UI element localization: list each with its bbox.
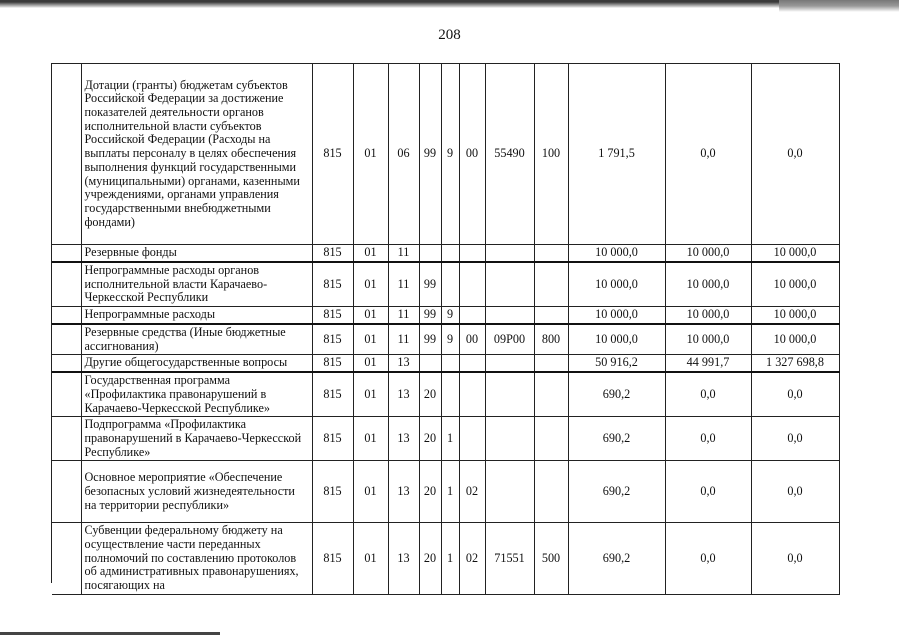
code-cell-2: 11	[388, 245, 419, 262]
code-cell-0: 815	[312, 324, 353, 355]
code-cell-6	[485, 245, 534, 262]
code-cell-9: 0,0	[665, 372, 751, 417]
code-cell-1: 01	[353, 461, 388, 523]
code-cell-8: 10 000,0	[568, 245, 665, 262]
index-cell	[52, 324, 81, 355]
code-cell-6	[485, 355, 534, 372]
code-cell-4: 9	[441, 307, 459, 324]
code-cell-10: 1 327 698,8	[751, 355, 839, 372]
code-cell-0: 815	[312, 461, 353, 523]
code-cell-1: 01	[353, 355, 388, 372]
budget-table-frame	[51, 63, 840, 593]
code-cell-1: 01	[353, 307, 388, 324]
row-name-cell: Дотации (гранты) бюджетам субъектов Российской Федерации за достижение показателей деятельности органов исполнительной власти субъектов Российской Федерации (Расходы на выплаты персоналу в целях обеспечения выполнения функций государственными (муниципальными) органами, казенными учреждениями, органами управления государственными внебюджетными фондами)	[81, 64, 312, 245]
code-cell-8: 10 000,0	[568, 262, 665, 307]
budget-table	[52, 63, 840, 595]
code-cell-0: 815	[312, 417, 353, 461]
code-cell-0: 815	[312, 355, 353, 372]
code-cell-2: 06	[388, 64, 419, 245]
code-cell-2: 11	[388, 262, 419, 307]
code-cell-1: 01	[353, 262, 388, 307]
code-cell-3: 99	[419, 324, 441, 355]
code-cell-5	[459, 417, 485, 461]
code-cell-10: 0,0	[751, 64, 839, 245]
row-name-cell: Основное мероприятие «Обеспечение безопасных условий жизнедеятельности на территории республики»	[81, 461, 312, 523]
row-name-cell: Государственная программа «Профилактика правонарушений в Карачаево-Черкесской Республике»	[81, 372, 312, 417]
code-cell-8: 690,2	[568, 372, 665, 417]
row-name-cell: Подпрограмма «Профилактика правонарушений в Карачаево-Черкесской Республике»	[81, 417, 312, 461]
table-row	[52, 262, 839, 307]
code-cell-10: 10 000,0	[751, 245, 839, 262]
code-cell-3: 99	[419, 307, 441, 324]
code-cell-2: 11	[388, 307, 419, 324]
code-cell-7	[534, 372, 568, 417]
code-cell-3: 99	[419, 64, 441, 245]
code-cell-9: 10 000,0	[665, 245, 751, 262]
code-cell-9: 10 000,0	[665, 324, 751, 355]
code-cell-8: 50 916,2	[568, 355, 665, 372]
code-cell-5	[459, 355, 485, 372]
code-cell-6	[485, 417, 534, 461]
page-number: 208	[438, 27, 461, 43]
code-cell-7: 100	[534, 64, 568, 245]
code-cell-7	[534, 262, 568, 307]
code-cell-9: 44 991,7	[665, 355, 751, 372]
code-cell-5	[459, 372, 485, 417]
code-cell-9: 0,0	[665, 461, 751, 523]
code-cell-2: 13	[388, 355, 419, 372]
code-cell-4: 1	[441, 523, 459, 595]
code-cell-10: 10 000,0	[751, 307, 839, 324]
code-cell-1: 01	[353, 324, 388, 355]
table-body	[52, 64, 839, 595]
code-cell-6: 09Р00	[485, 324, 534, 355]
code-cell-6: 71551	[485, 523, 534, 595]
index-cell	[52, 355, 81, 372]
index-cell	[52, 245, 81, 262]
code-cell-4: 1	[441, 417, 459, 461]
code-cell-6	[485, 262, 534, 307]
table-row	[52, 372, 839, 417]
row-name-cell: Непрограммные расходы	[81, 307, 312, 324]
code-cell-8: 1 791,5	[568, 64, 665, 245]
table-row	[52, 64, 839, 245]
code-cell-0: 815	[312, 245, 353, 262]
code-cell-10: 0,0	[751, 523, 839, 595]
code-cell-7	[534, 355, 568, 372]
code-cell-3	[419, 245, 441, 262]
code-cell-5: 00	[459, 324, 485, 355]
code-cell-10: 10 000,0	[751, 324, 839, 355]
code-cell-4	[441, 372, 459, 417]
row-name-cell: Резервные средства (Иные бюджетные ассигнования)	[81, 324, 312, 355]
code-cell-8: 690,2	[568, 417, 665, 461]
index-cell	[52, 64, 81, 245]
row-name-cell: Непрограммные расходы органов исполнительной власти Карачаево-Черкесской Республики	[81, 262, 312, 307]
code-cell-5: 02	[459, 523, 485, 595]
code-cell-2: 13	[388, 417, 419, 461]
code-cell-2: 11	[388, 324, 419, 355]
code-cell-7	[534, 307, 568, 324]
index-cell	[52, 307, 81, 324]
code-cell-7	[534, 461, 568, 523]
code-cell-1: 01	[353, 64, 388, 245]
code-cell-4	[441, 245, 459, 262]
index-cell	[52, 523, 81, 595]
code-cell-1: 01	[353, 523, 388, 595]
code-cell-0: 815	[312, 307, 353, 324]
code-cell-7	[534, 245, 568, 262]
code-cell-4	[441, 355, 459, 372]
code-cell-3: 20	[419, 461, 441, 523]
code-cell-5: 02	[459, 461, 485, 523]
index-cell	[52, 461, 81, 523]
table-row	[52, 245, 839, 262]
code-cell-10: 0,0	[751, 372, 839, 417]
row-name-cell: Другие общегосударственные вопросы	[81, 355, 312, 372]
code-cell-6: 55490	[485, 64, 534, 245]
code-cell-2: 13	[388, 461, 419, 523]
code-cell-1: 01	[353, 417, 388, 461]
code-cell-3: 20	[419, 523, 441, 595]
scan-top-edge-shadow	[779, 0, 899, 12]
code-cell-9: 0,0	[665, 64, 751, 245]
code-cell-9: 10 000,0	[665, 262, 751, 307]
code-cell-7: 800	[534, 324, 568, 355]
code-cell-0: 815	[312, 523, 353, 595]
code-cell-0: 815	[312, 372, 353, 417]
code-cell-8: 690,2	[568, 523, 665, 595]
code-cell-4: 9	[441, 64, 459, 245]
table-row	[52, 355, 839, 372]
code-cell-8: 10 000,0	[568, 307, 665, 324]
code-cell-4: 1	[441, 461, 459, 523]
code-cell-0: 815	[312, 262, 353, 307]
row-name-cell: Субвенции федеральному бюджету на осуществление части переданных полномочий по составлению протоколов об административных правонарушениях, посягающих на	[81, 523, 312, 595]
code-cell-4	[441, 262, 459, 307]
code-cell-5	[459, 307, 485, 324]
code-cell-9: 10 000,0	[665, 307, 751, 324]
code-cell-10: 0,0	[751, 461, 839, 523]
scan-bottom-edge	[0, 632, 220, 635]
code-cell-3	[419, 355, 441, 372]
code-cell-6	[485, 372, 534, 417]
scan-top-edge	[0, 0, 899, 8]
row-name-cell: Резервные фонды	[81, 245, 312, 262]
code-cell-6	[485, 307, 534, 324]
table-row	[52, 324, 839, 355]
code-cell-1: 01	[353, 372, 388, 417]
code-cell-10: 0,0	[751, 417, 839, 461]
code-cell-5	[459, 262, 485, 307]
code-cell-5: 00	[459, 64, 485, 245]
code-cell-4: 9	[441, 324, 459, 355]
code-cell-3: 20	[419, 417, 441, 461]
table-row	[52, 307, 839, 324]
code-cell-3: 99	[419, 262, 441, 307]
code-cell-1: 01	[353, 245, 388, 262]
code-cell-7	[534, 417, 568, 461]
code-cell-8: 690,2	[568, 461, 665, 523]
code-cell-10: 10 000,0	[751, 262, 839, 307]
code-cell-3: 20	[419, 372, 441, 417]
index-cell	[52, 372, 81, 417]
table-row	[52, 461, 839, 523]
table-row	[52, 417, 839, 461]
code-cell-9: 0,0	[665, 523, 751, 595]
code-cell-9: 0,0	[665, 417, 751, 461]
index-cell	[52, 262, 81, 307]
code-cell-2: 13	[388, 372, 419, 417]
code-cell-8: 10 000,0	[568, 324, 665, 355]
code-cell-6	[485, 461, 534, 523]
code-cell-5	[459, 245, 485, 262]
code-cell-7: 500	[534, 523, 568, 595]
index-cell	[52, 417, 81, 461]
code-cell-2: 13	[388, 523, 419, 595]
table-row	[52, 523, 839, 595]
code-cell-0: 815	[312, 64, 353, 245]
